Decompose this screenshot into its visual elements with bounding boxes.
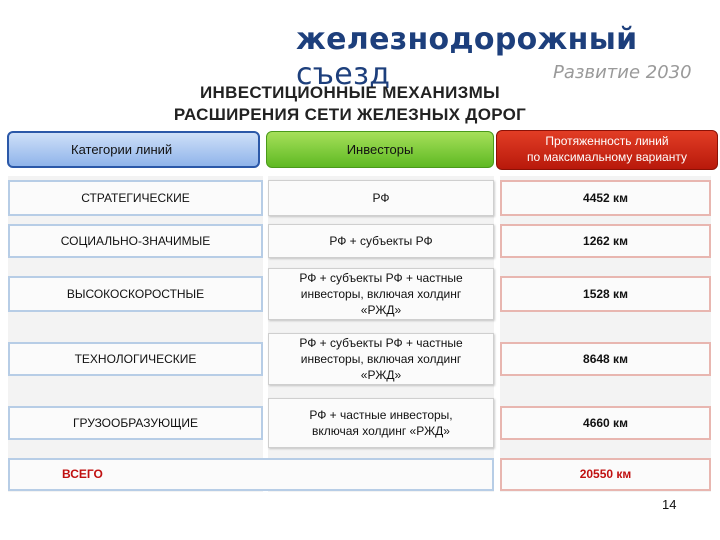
brand-subtitle: Развитие 2030 (553, 62, 692, 83)
header-investors: Инвесторы (266, 131, 494, 168)
slide-title-line2: РАСШИРЕНИЯ СЕТИ ЖЕЛЕЗНЫХ ДОРОГ (173, 105, 527, 124)
page-number: 14 (662, 497, 677, 512)
row-investors: РФ + субъекты РФ (268, 224, 494, 258)
total-length: 20550 км (500, 458, 711, 491)
slide-title-line1: ИНВЕСТИЦИОННЫЕ МЕХАНИЗМЫ (200, 83, 500, 102)
row-length: 8648 км (500, 342, 711, 376)
row-investors-line2: включая холдинг «РЖД» (311, 424, 450, 438)
row-investors-line2: инвесторы, включая холдинг (300, 286, 462, 301)
row-investors (268, 333, 494, 385)
total-label: ВСЕГО (8, 458, 494, 491)
row-investors-line1: РФ + субъекты РФ + частные (299, 335, 463, 350)
header-length-line1: Протяженность линий (545, 134, 669, 149)
row-length: 1528 км (500, 276, 711, 312)
row-investors: РФ (268, 180, 494, 216)
row-category: ВЫСОКОСКОРОСТНЫЕ (8, 276, 263, 312)
row-investors-line3: «РЖД» (360, 368, 402, 383)
brand-title-rest: съезд (296, 57, 391, 92)
row-length: 1262 км (500, 224, 711, 258)
header-category: Категории линий (7, 131, 260, 168)
row-investors-line1: РФ + частные инвесторы, (309, 407, 453, 422)
row-investors (268, 268, 494, 320)
row-length: 4660 км (500, 406, 711, 440)
row-category: СТРАТЕГИЧЕСКИЕ (8, 180, 263, 216)
row-length: 4452 км (500, 180, 711, 216)
row-investors-line2: инвесторы, включая холдинг (300, 351, 462, 366)
header-length (496, 130, 718, 170)
row-category: ТЕХНОЛОГИЧЕСКИЕ (8, 342, 263, 376)
row-investors-line1: РФ + субъекты РФ + частные (299, 270, 463, 285)
row-investors (268, 398, 494, 448)
row-category: ГРУЗООБРАЗУЮЩИЕ (8, 406, 263, 440)
header-length-line2: по максимальному варианту (527, 150, 687, 164)
brand-title-bold: железнодорожный (296, 22, 638, 57)
row-investors-line3: «РЖД» (360, 303, 402, 318)
row-category: СОЦИАЛЬНО-ЗНАЧИМЫЕ (8, 224, 263, 258)
